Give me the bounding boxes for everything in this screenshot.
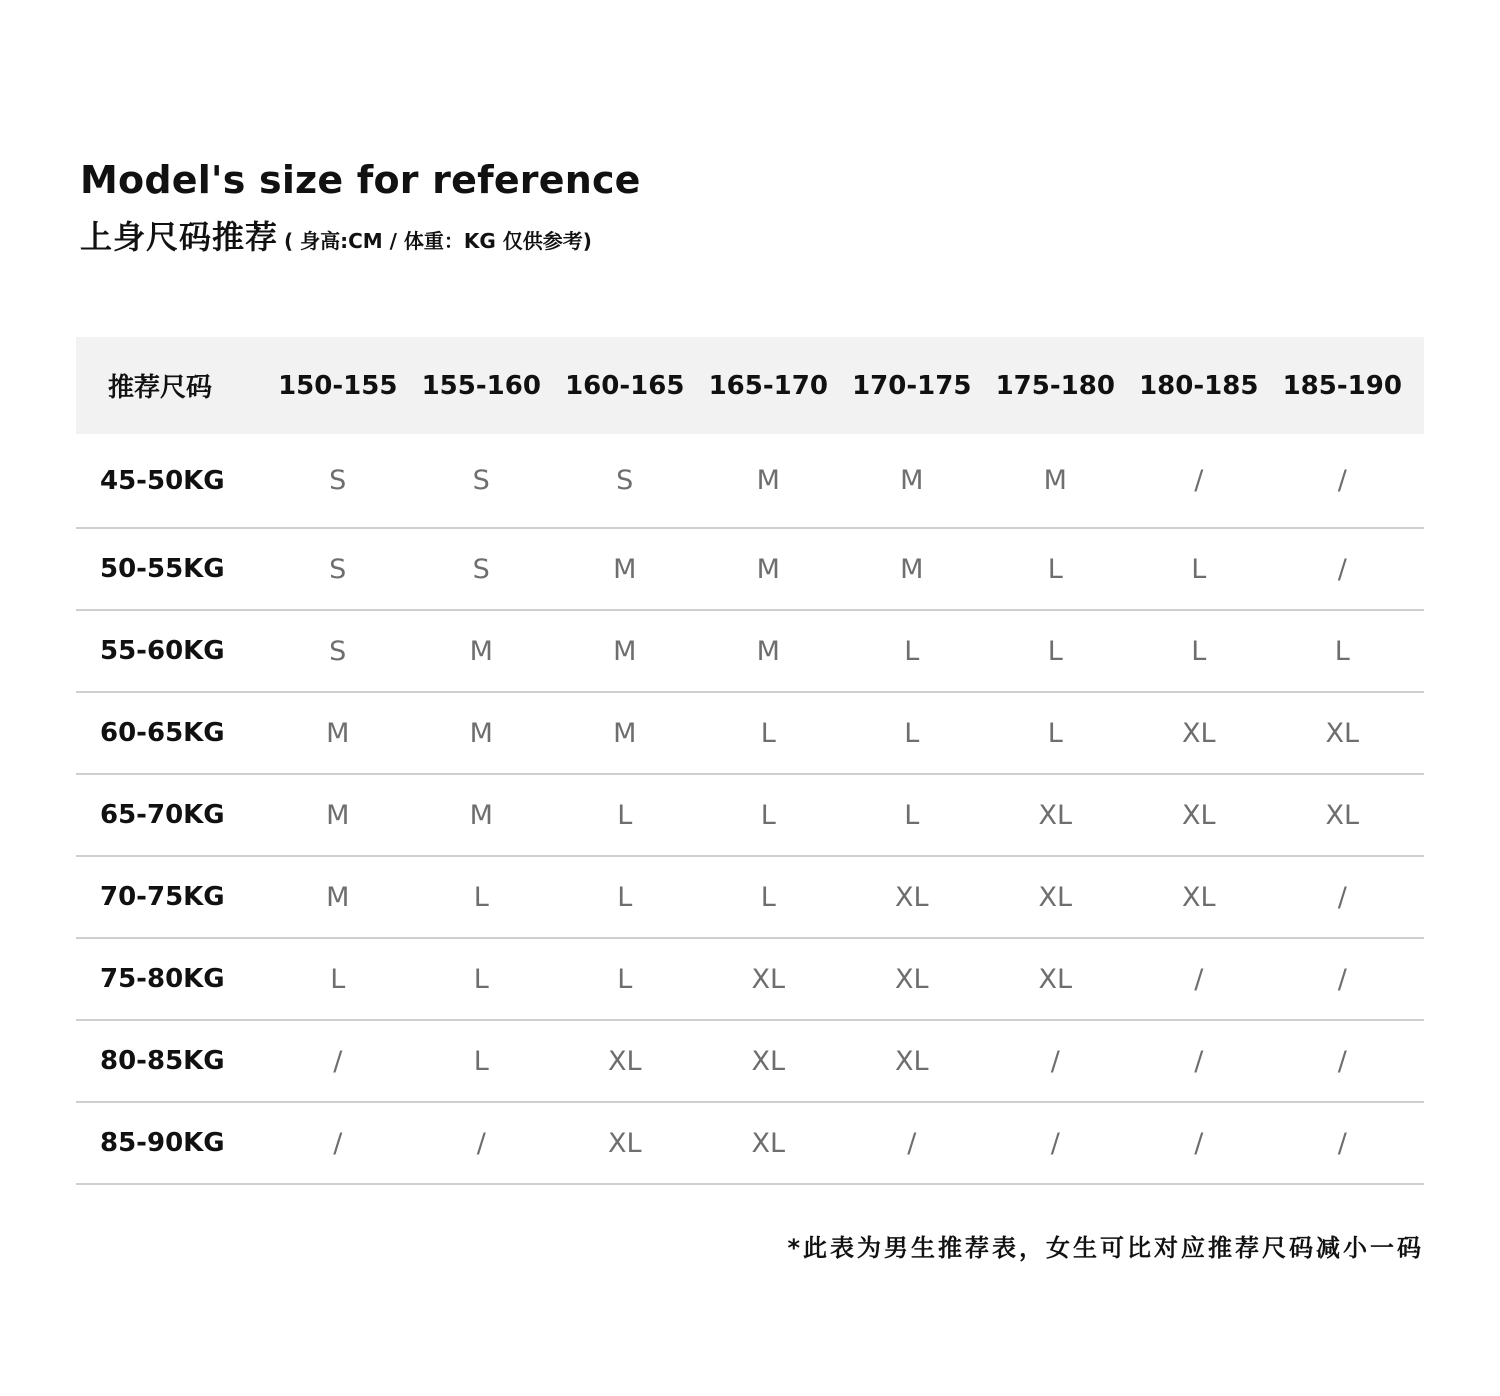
- size-cell: M: [469, 635, 493, 667]
- size-table: [76, 337, 1424, 1185]
- size-cell: M: [1043, 465, 1067, 496]
- size-cell: XL: [751, 963, 786, 995]
- size-cell: XL: [1181, 717, 1216, 749]
- table-row: [76, 1103, 1424, 1185]
- size-cell: M: [326, 881, 350, 913]
- size-cell: L: [760, 717, 776, 749]
- size-cell: /: [1337, 553, 1347, 585]
- size-cell: S: [616, 465, 634, 496]
- weight-label: 65-70KG: [100, 800, 225, 830]
- size-cell: M: [326, 717, 350, 749]
- table-row: [76, 857, 1424, 939]
- table-row: [76, 693, 1424, 775]
- size-cell: M: [326, 799, 350, 831]
- size-cell: XL: [607, 1127, 642, 1159]
- size-cell: L: [1047, 717, 1063, 749]
- size-cell: XL: [607, 1045, 642, 1077]
- size-cell: /: [1337, 881, 1347, 913]
- size-cell: /: [1337, 465, 1347, 496]
- table-row: [76, 1021, 1424, 1103]
- size-cell: XL: [751, 1127, 786, 1159]
- size-cell: L: [904, 717, 920, 749]
- corner-label: 推荐尺码: [108, 373, 213, 403]
- size-cell: XL: [1325, 799, 1360, 831]
- size-cell: M: [756, 635, 780, 667]
- size-cell: S: [329, 635, 347, 667]
- size-cell: M: [613, 553, 637, 585]
- size-cell: L: [1191, 553, 1207, 585]
- height-header: 185-190: [1282, 370, 1402, 401]
- size-cell: XL: [1181, 799, 1216, 831]
- size-cell: M: [900, 553, 924, 585]
- size-cell: M: [756, 465, 780, 496]
- size-cell: L: [1047, 635, 1063, 667]
- size-cell: L: [473, 1045, 489, 1077]
- size-cell: L: [330, 963, 346, 995]
- subtitle-main: 上身尺码推荐: [80, 218, 279, 256]
- size-cell: /: [1194, 963, 1204, 995]
- size-cell: /: [1194, 1127, 1204, 1159]
- size-cell: XL: [894, 1045, 929, 1077]
- weight-label: 55-60KG: [100, 636, 225, 666]
- table-body: [76, 434, 1424, 1185]
- unit-note: ( 身高:CM / 体重：KG 仅供参考): [284, 229, 592, 253]
- size-cell: XL: [1038, 799, 1073, 831]
- height-header: 175-180: [995, 370, 1115, 401]
- size-cell: L: [473, 963, 489, 995]
- size-cell: M: [469, 717, 493, 749]
- size-cell: S: [329, 465, 347, 496]
- size-cell: M: [756, 553, 780, 585]
- size-cell: /: [476, 1127, 486, 1159]
- weight-label: 80-85KG: [100, 1046, 225, 1076]
- size-cell: S: [329, 553, 347, 585]
- height-header: 160-165: [565, 370, 685, 401]
- table-header-row: [76, 337, 1424, 434]
- weight-label: 50-55KG: [100, 554, 225, 584]
- size-cell: L: [473, 881, 489, 913]
- table-row: [76, 775, 1424, 857]
- size-cell: XL: [1325, 717, 1360, 749]
- size-cell: M: [613, 635, 637, 667]
- size-cell: XL: [1038, 881, 1073, 913]
- size-cell: /: [1050, 1045, 1060, 1077]
- size-cell: XL: [894, 963, 929, 995]
- height-header: 170-175: [852, 370, 972, 401]
- size-cell: L: [760, 799, 776, 831]
- height-header: 155-160: [421, 370, 541, 401]
- size-cell: /: [1337, 1045, 1347, 1077]
- size-cell: /: [1337, 963, 1347, 995]
- size-cell: S: [472, 553, 490, 585]
- size-cell: /: [333, 1045, 343, 1077]
- size-cell: L: [904, 635, 920, 667]
- size-cell: /: [333, 1127, 343, 1159]
- size-cell: /: [1194, 1045, 1204, 1077]
- size-cell: L: [617, 881, 633, 913]
- weight-label: 60-65KG: [100, 718, 225, 748]
- size-cell: L: [760, 881, 776, 913]
- size-cell: /: [1050, 1127, 1060, 1159]
- size-cell: XL: [894, 881, 929, 913]
- height-header: 150-155: [278, 370, 398, 401]
- size-cell: /: [907, 1127, 917, 1159]
- table-row: [76, 529, 1424, 611]
- size-cell: XL: [1038, 963, 1073, 995]
- weight-label: 85-90KG: [100, 1128, 225, 1158]
- weight-label: 70-75KG: [100, 882, 225, 912]
- size-cell: XL: [751, 1045, 786, 1077]
- size-cell: L: [617, 799, 633, 831]
- size-cell: L: [1191, 635, 1207, 667]
- size-cell: XL: [1181, 881, 1216, 913]
- weight-label: 45-50KG: [100, 465, 225, 496]
- size-cell: S: [472, 465, 490, 496]
- weight-label: 75-80KG: [100, 964, 225, 994]
- size-cell: M: [900, 465, 924, 496]
- size-cell: L: [617, 963, 633, 995]
- size-cell: L: [1334, 635, 1350, 667]
- size-cell: L: [1047, 553, 1063, 585]
- size-cell: M: [469, 799, 493, 831]
- size-cell: /: [1337, 1127, 1347, 1159]
- subtitle: [80, 212, 592, 258]
- table-row: [76, 611, 1424, 693]
- table-row: [76, 939, 1424, 1021]
- table-row: [76, 434, 1424, 529]
- page-title: Model's size for reference: [80, 158, 641, 202]
- height-header: 165-170: [708, 370, 828, 401]
- size-cell: M: [613, 717, 637, 749]
- size-cell: /: [1194, 465, 1204, 496]
- height-header: 180-185: [1139, 370, 1259, 401]
- size-cell: L: [904, 799, 920, 831]
- footnote: *此表为男生推荐表，女生可比对应推荐尺码减小一码: [787, 1234, 1424, 1262]
